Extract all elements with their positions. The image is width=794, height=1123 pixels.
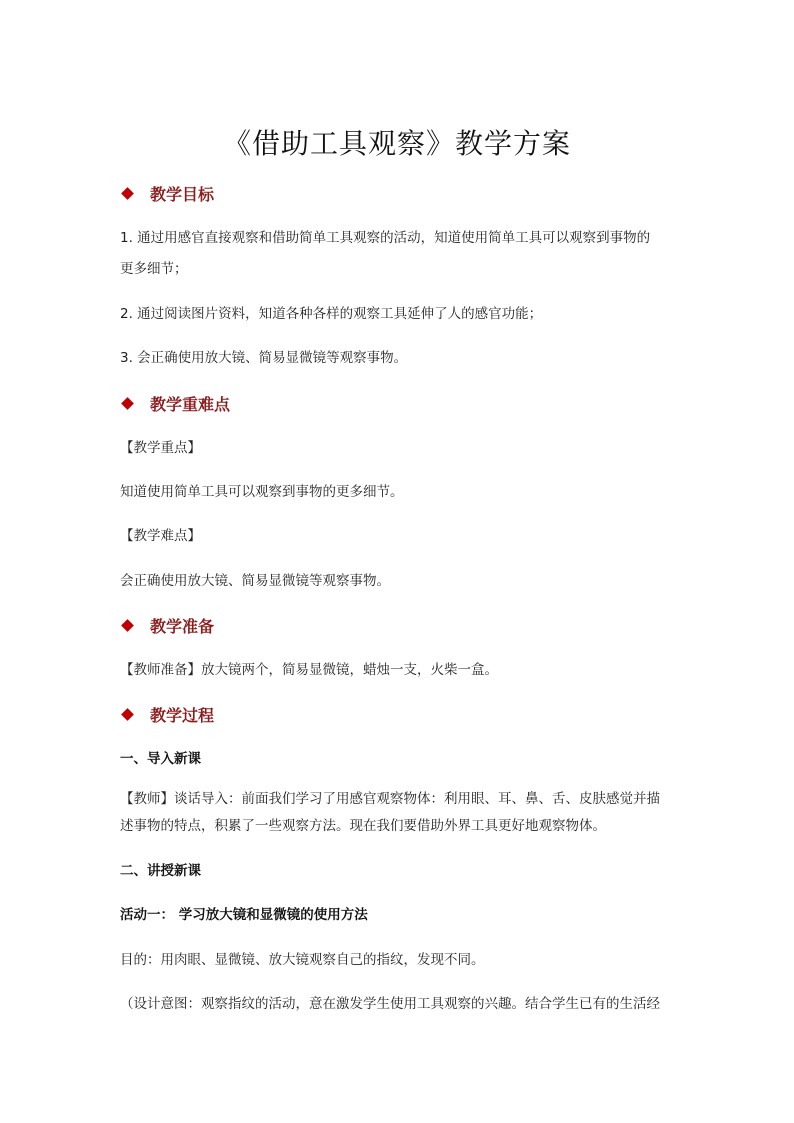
section-heading-label: 教学目标 [150, 184, 215, 204]
process-part2-title: 二、讲授新课 [120, 863, 201, 879]
key-point-label: 【教学重点】 [120, 440, 201, 456]
section-heading-label: 教学过程 [150, 705, 215, 725]
goal-item-1: 1. 通过用感官直接观察和借助简单工具观察的活动，知道使用简单工具可以观察到事物的 [120, 230, 651, 246]
diamond-bullet-icon [121, 397, 134, 410]
process-part1-line1: 【教师】谈话导入：前面我们学习了用感官观察物体：利用眼、耳、鼻、舌、皮肤感觉并描 [120, 791, 660, 807]
section-heading-label: 教学重难点 [150, 394, 231, 414]
preparation-text: 【教师准备】放大镜两个，简易显微镜，蜡烛一支，火柴一盒。 [120, 662, 498, 678]
section-heading-goals [120, 181, 214, 205]
diamond-bullet-icon [121, 187, 134, 200]
section-heading-process [120, 702, 214, 726]
diamond-bullet-icon [121, 619, 134, 632]
goal-item-3: 3. 会正确使用放大镜、简易显微镜等观察事物。 [120, 350, 408, 366]
goal-item-1-cont: 更多细节； [120, 261, 188, 277]
activity1-title: 活动一： 学习放大镜和显微镜的使用方法 [120, 907, 368, 923]
process-part1-title: 一、导入新课 [120, 751, 201, 767]
process-part1-line2: 述事物的特点，积累了一些观察方法。现在我们要借助外界工具更好地观察物体。 [120, 818, 606, 834]
section-heading-label: 教学准备 [150, 616, 215, 636]
activity1-purpose: 目的：用肉眼、显微镜、放大镜观察自己的指纹，发现不同。 [120, 952, 485, 968]
key-point-text: 知道使用简单工具可以观察到事物的更多细节。 [120, 484, 404, 500]
diamond-bullet-icon [121, 708, 134, 721]
section-heading-key-points [120, 391, 230, 415]
goal-item-2: 2. 通过阅读图片资料，知道各种各样的观察工具延伸了人的感官功能； [120, 306, 543, 322]
activity1-design-intent: （设计意图：观察指纹的活动，意在激发学生使用工具观察的兴趣。结合学生已有的生活经 [120, 996, 660, 1012]
difficult-point-text: 会正确使用放大镜、简易显微镜等观察事物。 [120, 573, 390, 589]
document-title: 《借助工具观察》教学方案 [222, 127, 571, 160]
section-heading-preparation [120, 613, 214, 637]
difficult-point-label: 【教学难点】 [120, 528, 201, 544]
